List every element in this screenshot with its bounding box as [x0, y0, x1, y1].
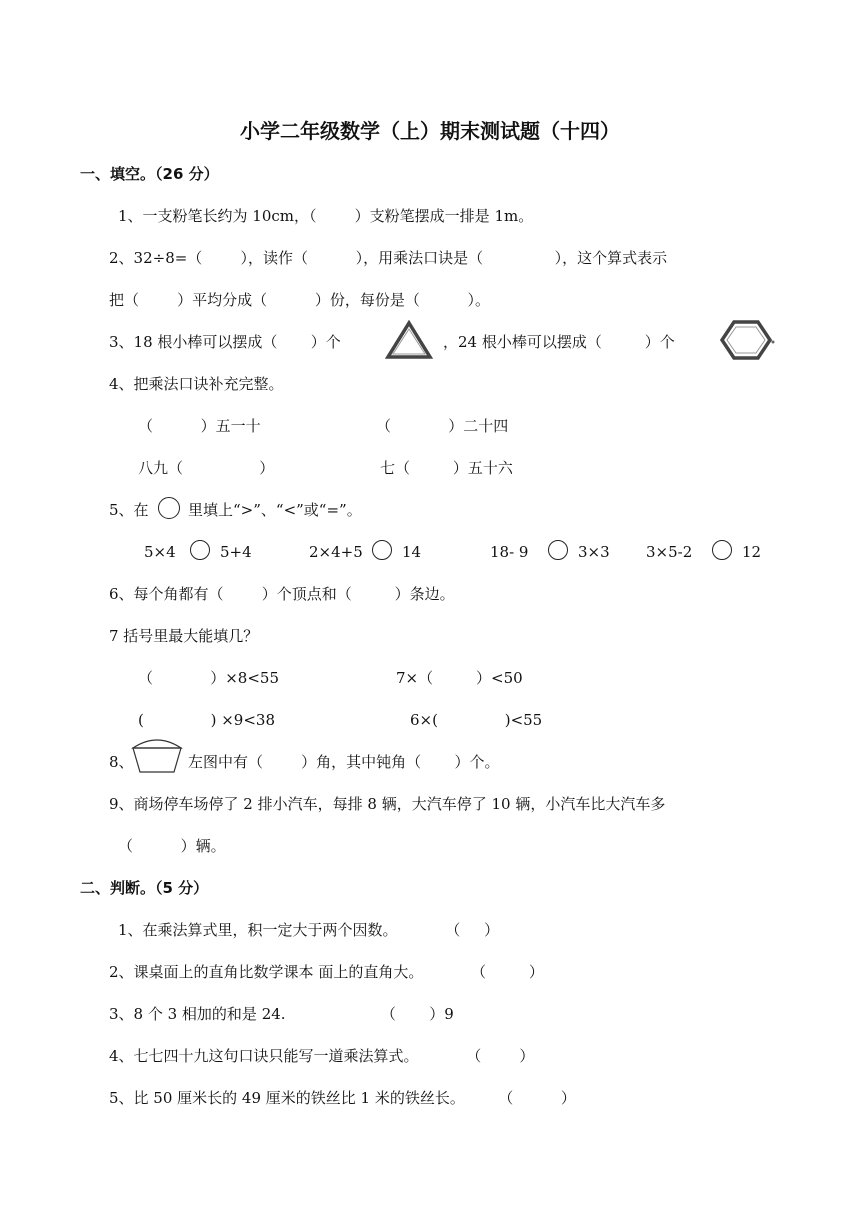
question-1-4-row-2-right: 七（ ）五十六: [380, 459, 513, 477]
compare-expression-3-left: 18- 9: [490, 543, 529, 561]
compare-circle-icon[interactable]: [548, 540, 568, 560]
judgement-3: 3、8 个 3 相加的和是 24. （ ）9: [109, 1005, 454, 1023]
question-1-3-part-1: 3、18 根小棒可以摆成（ ）个: [109, 333, 341, 351]
question-1-4: 4、把乘法口诀补充完整。: [109, 375, 284, 393]
question-1-4-row-1-right: （ ）二十四: [376, 417, 509, 435]
compare-circle-icon[interactable]: [372, 540, 392, 560]
judgement-1: 1、在乘法算式里，积一定大于两个因数。 （ ）: [118, 921, 500, 939]
question-1-4-row-2-left: 八九（ ）: [138, 459, 275, 477]
question-1-8-part-1: 8、: [109, 753, 134, 771]
question-1-7-row-2-left: ( ) ×9<38: [138, 711, 275, 729]
judgement-2: 2、课桌面上的直角比数学课本 面上的直角大。 （ ）: [109, 963, 544, 981]
triangle-sticks-icon: [385, 320, 433, 360]
compare-circle-icon[interactable]: [190, 540, 210, 560]
compare-expression-3-right: 3×3: [578, 543, 610, 561]
question-1-3-part-2: ，24 根小棒可以摆成（ ）个: [443, 333, 675, 351]
compare-circle-icon: [158, 497, 180, 519]
question-1-2-line-1: 2、32÷8=（ ），读作（ ），用乘法口诀是（ ），这个算式表示: [109, 249, 668, 267]
question-1-9-line-1: 9、商场停车场停了 2 排小汽车，每排 8 辆，大汽车停了 10 辆，小汽车比大汽车多: [109, 795, 666, 813]
question-1-7-row-1-right: 7×（ ）<50: [396, 669, 523, 687]
question-1-4-row-1-left: （ ）五一十: [138, 417, 261, 435]
section-2-heading: 二、判断。（5 分）: [80, 879, 209, 897]
compare-expression-2-left: 2×4+5: [309, 543, 363, 561]
compare-expression-4-left: 3×5-2: [646, 543, 693, 561]
page-title: 小学二年级数学（上）期末测试题（十四）: [240, 119, 620, 143]
compare-expression-1-right: 5+4: [220, 543, 252, 561]
question-1-8-part-2: 左图中有（ ）角，其中钝角（ ）个。: [188, 753, 500, 771]
compare-expression-2-right: 14: [402, 543, 422, 561]
compare-expression-4-right: 12: [742, 543, 762, 561]
question-1-1: 1、一支粉笔长约为 10cm，（ ）支粉笔摆成一排是 1m。: [118, 207, 534, 225]
question-1-6: 6、每个角都有（ ）个顶点和（ ）条边。: [109, 585, 455, 603]
compare-circle-icon[interactable]: [712, 540, 732, 560]
judgement-4: 4、七七四十九这句口诀只能写一道乘法算式。 （ ）: [109, 1047, 535, 1065]
hexagon-sticks-icon: [720, 318, 776, 362]
question-1-5-part-1: 5、在: [109, 501, 149, 519]
basket-shape-icon: [130, 734, 184, 776]
question-1-2-line-2: 把（ ）平均分成（ ）份，每份是（ ）。: [109, 291, 491, 309]
judgement-5: 5、比 50 厘米长的 49 厘米的铁丝比 1 米的铁丝长。 （ ）: [109, 1089, 576, 1107]
question-1-7: 7 括号里最大能填几？: [109, 627, 259, 645]
compare-expression-1-left: 5×4: [144, 543, 176, 561]
question-1-9-line-2: （ ）辆。: [118, 837, 226, 855]
question-1-7-row-2-right: 6×( )<55: [410, 711, 543, 729]
question-1-7-row-1-left: （ ）×8<55: [138, 669, 279, 687]
question-1-5-part-2: 里填上“>”、“<”或“=”。: [188, 501, 362, 519]
section-1-heading: 一、填空。（26 分）: [80, 165, 219, 183]
